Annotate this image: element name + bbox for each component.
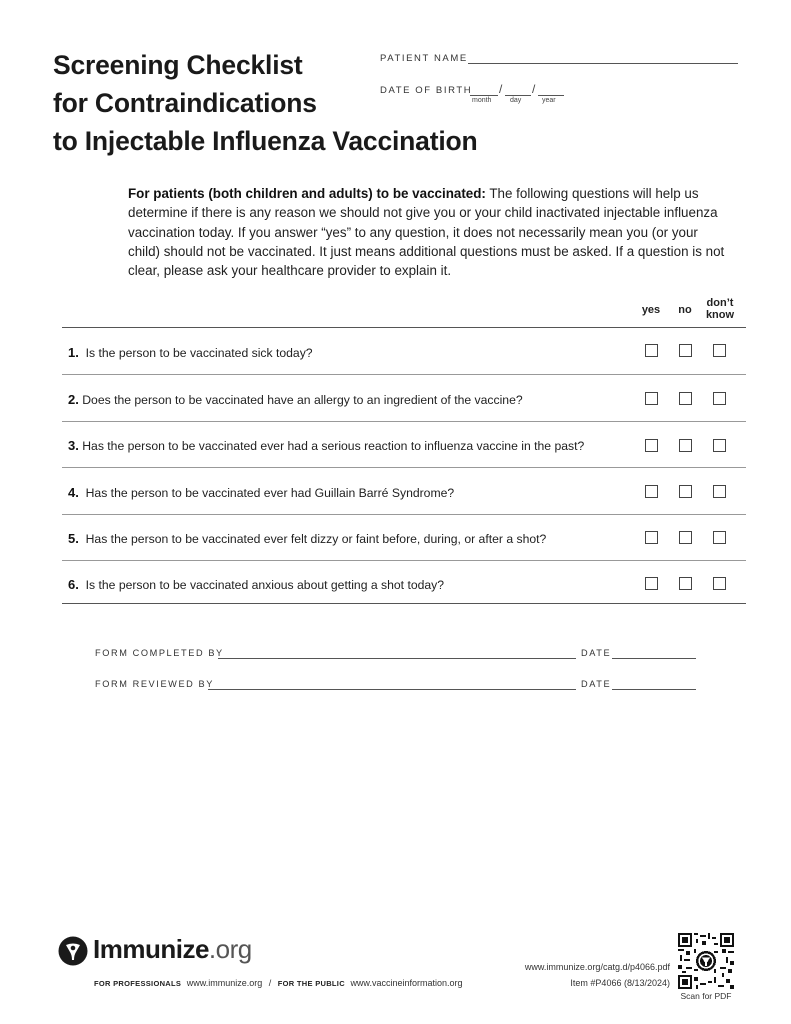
- footer-pro-label: FOR PROFESSIONALS: [94, 979, 182, 988]
- col-dont-know-line-1: don’t: [706, 297, 734, 309]
- question-number: 4.: [68, 485, 79, 500]
- footer-pdf-url[interactable]: www.immunize.org/catg.d/p4066.pdf: [524, 962, 670, 972]
- question-number: 5.: [68, 531, 79, 546]
- reviewed-date-label: DATE: [581, 679, 612, 689]
- question-number: 6.: [68, 577, 79, 592]
- q1-dont-know-checkbox[interactable]: [713, 344, 726, 357]
- patient-name-field[interactable]: [468, 63, 738, 64]
- form-reviewed-by-label: FORM REVIEWED BY: [95, 679, 215, 689]
- question-text: Does the person to be vaccinated have an allergy to an ingredient of the vaccine?: [82, 393, 523, 407]
- col-no: no: [678, 304, 692, 316]
- q4-no-checkbox[interactable]: [679, 485, 692, 498]
- form-reviewed-by-field[interactable]: [208, 689, 576, 690]
- q2-dont-know-checkbox[interactable]: [713, 392, 726, 405]
- col-dont-know-line-2: know: [705, 309, 735, 321]
- q3-yes-checkbox[interactable]: [645, 439, 658, 452]
- dob-year-field[interactable]: [538, 95, 564, 96]
- question-text: Is the person to be vaccinated sick today?: [85, 346, 313, 360]
- logo-main: Immunize: [93, 934, 209, 964]
- question-2: [68, 392, 523, 407]
- question-5: [68, 531, 546, 546]
- intro-text: The following questions will help us determine if there is any reason we should not give you or your child inactivated injectable influenza vaccination today. If you answer “yes” to any question, it does not necessarily mean you (or your child) should not be vaccinated. It just means additional questions must be asked. If a question is not clear, please ask your healthcare provider to explain it.: [128, 186, 725, 279]
- q6-dont-know-checkbox[interactable]: [713, 577, 726, 590]
- title-line-3: to Injectable Influenza Vaccination: [53, 126, 478, 156]
- form-completed-by-field[interactable]: [218, 658, 576, 659]
- completed-date-label: DATE: [581, 648, 612, 658]
- q6-yes-checkbox[interactable]: [645, 577, 658, 590]
- logo-suffix: .org: [208, 934, 252, 964]
- table-top-rule: [62, 327, 746, 328]
- intro-paragraph: [128, 184, 728, 280]
- question-text: Has the person to be vaccinated ever had Guillain Barré Syndrome?: [85, 486, 455, 500]
- dob-slash-1: /: [499, 82, 503, 96]
- q4-yes-checkbox[interactable]: [645, 485, 658, 498]
- question-number: 2.: [68, 392, 79, 407]
- intro-bold: For patients (both children and adults) to be vaccinated:: [128, 186, 486, 201]
- dob-month-field[interactable]: [470, 95, 498, 96]
- col-dont-know: [701, 297, 739, 321]
- patient-name-label: PATIENT NAME: [380, 53, 468, 64]
- q5-dont-know-checkbox[interactable]: [713, 531, 726, 544]
- dob-slash-2: /: [532, 82, 536, 96]
- row-divider: [62, 421, 746, 422]
- q3-no-checkbox[interactable]: [679, 439, 692, 452]
- dob-day-field[interactable]: [505, 95, 531, 96]
- question-1: [68, 345, 313, 360]
- footer-links: [94, 978, 463, 988]
- immunize-logo-icon: [57, 935, 89, 967]
- question-text: Is the person to be vaccinated anxious about getting a shot today?: [85, 578, 445, 592]
- question-6: [68, 577, 444, 592]
- q2-yes-checkbox[interactable]: [645, 392, 658, 405]
- q5-no-checkbox[interactable]: [679, 531, 692, 544]
- completed-date-field[interactable]: [612, 658, 696, 659]
- dob-month-hint: month: [472, 97, 492, 104]
- dob-label: DATE OF BIRTH: [380, 85, 473, 96]
- footer-sep: /: [268, 978, 272, 988]
- table-bottom-rule: [62, 603, 746, 604]
- form-completed-by-label: FORM COMPLETED BY: [95, 648, 224, 658]
- footer-pro-url[interactable]: www.immunize.org: [186, 978, 263, 988]
- row-divider: [62, 560, 746, 561]
- immunize-logo-text: [93, 934, 252, 965]
- q4-dont-know-checkbox[interactable]: [713, 485, 726, 498]
- row-divider: [62, 467, 746, 468]
- dob-day-hint: day: [510, 97, 522, 104]
- title-line-2: for Contraindications: [53, 88, 317, 118]
- question-number: 1.: [68, 345, 79, 360]
- question-text: Has the person to be vaccinated ever felt dizzy or faint before, during, or after a shot?: [85, 532, 547, 546]
- question-text: Has the person to be vaccinated ever had a serious reaction to influenza vaccine in the past?: [82, 439, 585, 453]
- footer-public-url[interactable]: www.vaccineinformation.org: [350, 978, 463, 988]
- q5-yes-checkbox[interactable]: [645, 531, 658, 544]
- q1-yes-checkbox[interactable]: [645, 344, 658, 357]
- row-divider: [62, 514, 746, 515]
- q3-dont-know-checkbox[interactable]: [713, 439, 726, 452]
- row-divider: [62, 374, 746, 375]
- dob-year-hint: year: [542, 97, 556, 104]
- footer-item-number: Item #P4066 (8/13/2024): [570, 978, 670, 988]
- question-number: 3.: [68, 438, 79, 453]
- q2-no-checkbox[interactable]: [679, 392, 692, 405]
- reviewed-date-field[interactable]: [612, 689, 696, 690]
- col-yes: yes: [641, 304, 661, 316]
- title-line-1: Screening Checklist: [53, 50, 303, 80]
- question-3: [68, 438, 584, 453]
- question-4: [68, 485, 454, 500]
- q6-no-checkbox[interactable]: [679, 577, 692, 590]
- footer-public-label: FOR THE PUBLIC: [277, 979, 345, 988]
- scan-for-pdf-label: Scan for PDF: [680, 991, 732, 1001]
- q1-no-checkbox[interactable]: [679, 344, 692, 357]
- qr-code-icon[interactable]: [678, 933, 734, 989]
